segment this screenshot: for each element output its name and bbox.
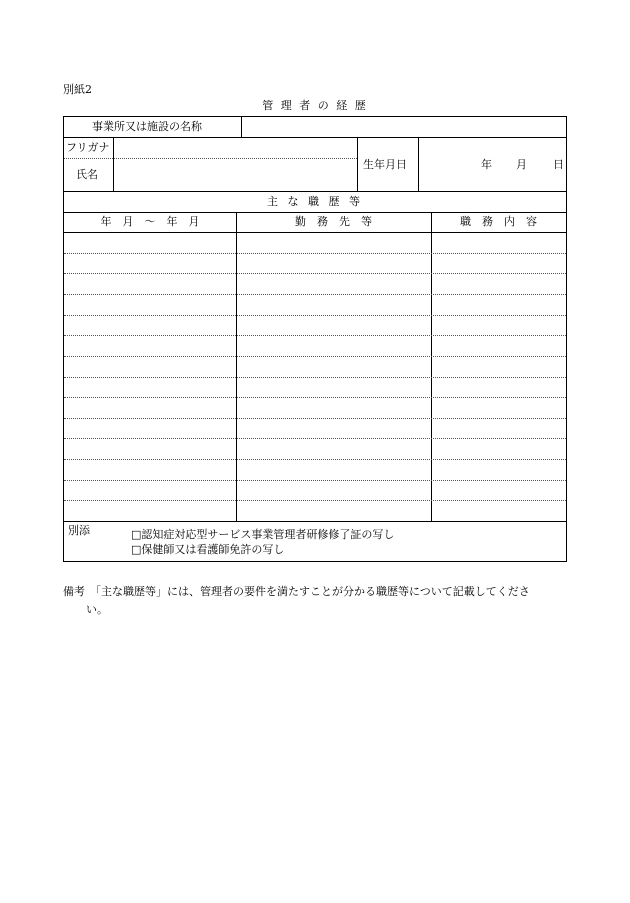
history-cell-duties[interactable] xyxy=(435,339,562,351)
history-cell-workplace[interactable] xyxy=(240,277,427,289)
name-label-divider xyxy=(113,137,114,191)
row-divider xyxy=(64,397,566,398)
history-cell-period[interactable] xyxy=(68,422,232,434)
furigana-label: フリガナ xyxy=(66,141,110,154)
col-divider-2 xyxy=(431,212,432,521)
history-cell-period[interactable] xyxy=(68,277,232,289)
birthdate-right-divider xyxy=(418,137,419,191)
attachment-training-certificate[interactable]: □認知症対応型サービス事業管理者研修修了証の写し xyxy=(131,528,395,541)
history-cell-period[interactable] xyxy=(68,401,232,413)
history-cell-duties[interactable] xyxy=(435,484,562,496)
row-divider xyxy=(64,315,566,316)
attachment-number: 別紙2 xyxy=(63,83,92,96)
history-cell-workplace[interactable] xyxy=(240,381,427,393)
col-divider-1 xyxy=(236,212,237,521)
row-divider xyxy=(64,438,566,439)
birth-day-label: 日 xyxy=(553,158,564,171)
history-cell-workplace[interactable] xyxy=(240,442,427,454)
row-divider xyxy=(64,459,566,460)
facility-label: 事業所又は施設の名称 xyxy=(92,120,202,133)
history-cell-workplace[interactable] xyxy=(240,401,427,413)
history-cell-duties[interactable] xyxy=(435,504,562,516)
facility-row-bottom xyxy=(64,137,566,138)
history-cell-duties[interactable] xyxy=(435,319,562,331)
furigana-field[interactable] xyxy=(119,142,349,154)
history-cell-workplace[interactable] xyxy=(240,298,427,310)
history-cell-duties[interactable] xyxy=(435,442,562,454)
note-text-line2: い。 xyxy=(86,603,108,616)
name-field[interactable] xyxy=(119,167,349,183)
history-cell-period[interactable] xyxy=(68,442,232,454)
row-divider xyxy=(64,294,566,295)
col-header-duties: 職 務 内 容 xyxy=(460,215,537,228)
career-section-title: 主 な 職 歴 等 xyxy=(267,195,363,208)
page-title: 管 理 者 の 経 歴 xyxy=(262,99,368,112)
row-divider xyxy=(64,273,566,274)
name-row-bottom xyxy=(64,191,566,192)
history-cell-duties[interactable] xyxy=(435,401,562,413)
history-cell-period[interactable] xyxy=(68,319,232,331)
history-cell-duties[interactable] xyxy=(435,360,562,372)
history-cell-duties[interactable] xyxy=(435,257,562,269)
history-cell-workplace[interactable] xyxy=(240,319,427,331)
col-header-period: 年 月 〜 年 月 xyxy=(100,215,200,228)
row-divider xyxy=(64,418,566,419)
row-divider xyxy=(64,500,566,501)
history-cell-period[interactable] xyxy=(68,381,232,393)
manager-career-form xyxy=(63,116,567,562)
history-cell-duties[interactable] xyxy=(435,381,562,393)
col-header-workplace: 勤 務 先 等 xyxy=(295,215,372,228)
history-cell-workplace[interactable] xyxy=(240,484,427,496)
note-text-line1: 「主な職歴等」には、管理者の要件を満たすことが分かる職歴等について記載してくださ xyxy=(90,585,530,598)
history-table-bottom xyxy=(64,521,566,522)
history-cell-period[interactable] xyxy=(68,360,232,372)
row-divider xyxy=(64,253,566,254)
birth-year-label: 年 xyxy=(481,158,492,171)
history-cell-period[interactable] xyxy=(68,504,232,516)
history-cell-period[interactable] xyxy=(68,463,232,475)
history-cell-workplace[interactable] xyxy=(240,339,427,351)
attachments-label: 別添 xyxy=(68,524,90,537)
history-cell-period[interactable] xyxy=(68,298,232,310)
history-cell-workplace[interactable] xyxy=(240,463,427,475)
history-cell-duties[interactable] xyxy=(435,422,562,434)
history-cell-workplace[interactable] xyxy=(240,504,427,516)
note-label: 備考 xyxy=(63,585,85,598)
attachment-nursing-license[interactable]: □保健師又は看護師免許の写し xyxy=(131,543,285,556)
birthdate-label: 生年月日 xyxy=(363,158,407,171)
row-divider xyxy=(64,356,566,357)
row-divider xyxy=(64,335,566,336)
history-cell-workplace[interactable] xyxy=(240,236,427,248)
birthdate-left-divider xyxy=(357,137,358,191)
history-cell-period[interactable] xyxy=(68,339,232,351)
name-label: 氏名 xyxy=(76,168,98,181)
section-title-bottom xyxy=(64,212,566,213)
row-divider xyxy=(64,480,566,481)
history-cell-workplace[interactable] xyxy=(240,257,427,269)
history-cell-period[interactable] xyxy=(68,257,232,269)
history-cell-workplace[interactable] xyxy=(240,360,427,372)
facility-name-field[interactable] xyxy=(247,121,557,133)
furigana-dashed-line xyxy=(64,158,357,159)
birth-month-label: 月 xyxy=(516,158,527,171)
history-cell-period[interactable] xyxy=(68,236,232,248)
history-cell-period[interactable] xyxy=(68,484,232,496)
row-divider xyxy=(64,377,566,378)
history-cell-duties[interactable] xyxy=(435,236,562,248)
history-cell-duties[interactable] xyxy=(435,277,562,289)
history-cell-duties[interactable] xyxy=(435,298,562,310)
history-cell-duties[interactable] xyxy=(435,463,562,475)
facility-divider xyxy=(241,117,242,137)
history-cell-workplace[interactable] xyxy=(240,422,427,434)
column-header-bottom xyxy=(64,232,566,233)
